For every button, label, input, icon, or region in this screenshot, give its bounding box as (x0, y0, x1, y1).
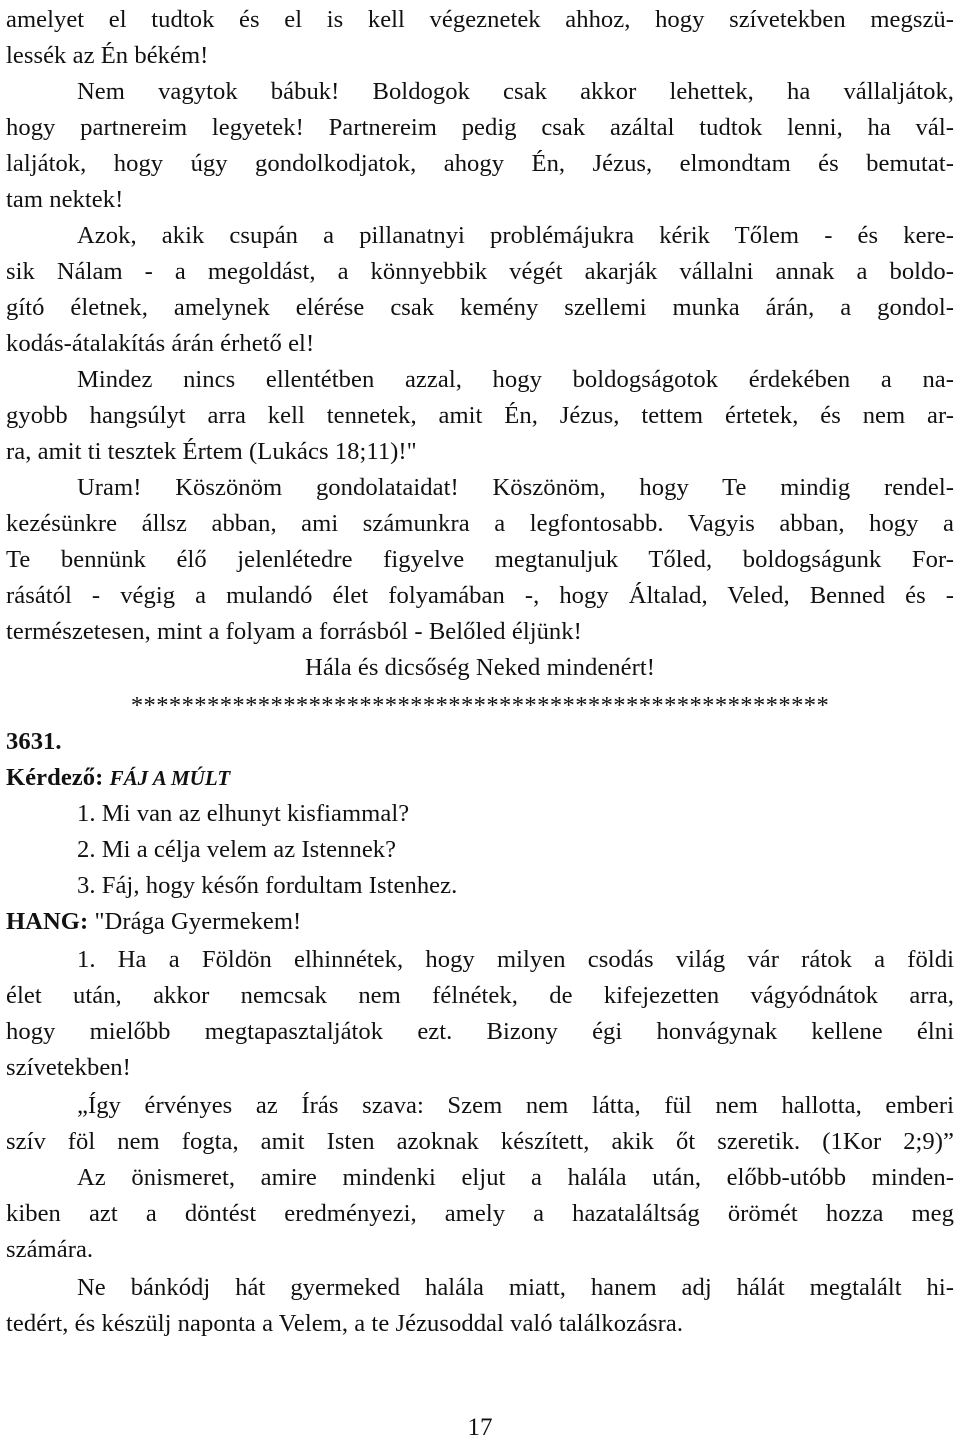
text-line: számára. (6, 1236, 94, 1263)
text-line: sik Nálam - a megoldást, a könnyebbik végét akarják vállalni annak a boldo- (6, 258, 954, 285)
text-line: kezésünkre állsz abban, ami számunkra a legfontosabb. Vagyis abban, hogy a (6, 510, 954, 537)
scripture-quote: szív föl nem fogta, amit Isten azoknak készített, akik őt szeretik. (1Kor 2;9)” (6, 1128, 954, 1155)
text-line: élet után, akkor nemcsak nem félnétek, de kifejezetten vágyódnátok arra, (6, 982, 954, 1009)
question-item: 3. Fáj, hogy későn fordultam Istenhez. (77, 872, 458, 899)
text-line: hogy mielőbb megtapasztaljátok ezt. Bizony égi honvágynak kellene élni (6, 1018, 954, 1045)
page-number: 17 (467, 1414, 493, 1441)
greeting: "Drága Gyermekem! (94, 908, 302, 935)
text-line: kiben azt a döntést eredményezi, amely a hazataláltság örömét hozza meg (6, 1200, 954, 1227)
voice-label: HANG: (6, 908, 89, 935)
text-line: lessék az Én békém! (6, 42, 209, 69)
separator-stars: ******************************************************* (130, 692, 830, 719)
questioner-label: Kérdező: (6, 764, 104, 791)
question-item: 2. Mi a célja velem az Istennek? (77, 836, 397, 863)
text-line: természetesen, mint a folyam a forrásból - Belőled éljünk! (6, 618, 582, 645)
text-line: laljátok, hogy úgy gondolkodjatok, ahogy Én, Jézus, elmondtam és bemutat- (6, 150, 954, 177)
question-item: 1. Mi van az elhunyt kisfiammal? (77, 800, 410, 827)
message-number: 3631. (6, 728, 62, 755)
text-line: tedért, és készülj naponta a Velem, a te Jézusoddal való találkozásra. (6, 1310, 684, 1337)
text-line: rásától - végig a mulandó élet folyamában -, hogy Általad, Veled, Benned és - (6, 582, 954, 609)
text-line: hogy partnereim legyetek! Partnereim pedig csak azáltal tudtok lenni, ha vál- (6, 114, 954, 141)
text-line: Az önismeret, amire mindenki eljut a halála után, előbb-utóbb minden- (77, 1164, 954, 1191)
text-line: Uram! Köszönöm gondolataidat! Köszönöm, hogy Te mindig rendel- (77, 474, 954, 501)
text-line: kodás-átalakítás árán érhető el! (6, 330, 315, 357)
closing-praise: Hála és dicsőség Neked mindenért! (305, 654, 655, 681)
text-line: amelyet el tudtok és el is kell végeznetek ahhoz, hogy szívetekben megszü- (6, 6, 954, 33)
questioner-name: FÁJ A MÚLT (109, 766, 231, 790)
text-line: Te bennünk élő jelenlétedre figyelve megtanuljuk Tőled, boldogságunk For- (6, 546, 954, 573)
text-line: Mindez nincs ellentétben azzal, hogy boldogságotok érdekében a na- (77, 366, 954, 393)
text-line: szívetekben! (6, 1054, 131, 1081)
text-line: 1. Ha a Földön elhinnétek, hogy milyen csodás világ vár rátok a földi (77, 946, 954, 973)
text-line: Nem vagytok bábuk! Boldogok csak akkor lehettek, ha vállaljátok, (77, 78, 954, 105)
text-line: gyobb hangsúlyt arra kell tennetek, amit Én, Jézus, tettem értetek, és nem ar- (6, 402, 954, 429)
text-line: ra, amit ti tesztek Értem (Lukács 18;11)!" (6, 438, 417, 465)
text-line: Azok, akik csupán a pillanatnyi problémájukra kérik Tőlem - és kere- (77, 222, 954, 249)
questioner-line (6, 760, 954, 796)
text-line: tam nektek! (6, 186, 124, 213)
text-line: gító életnek, amelynek elérése csak kemény szellemi munka árán, a gondol- (6, 294, 954, 321)
scripture-quote: „Így érvényes az Írás szava: Szem nem látta, fül nem hallotta, emberi (77, 1092, 954, 1119)
text-line: Ne bánkódj hát gyermeked halála miatt, hanem adj hálát megtalált hi- (77, 1274, 954, 1301)
answer-heading (6, 904, 954, 940)
